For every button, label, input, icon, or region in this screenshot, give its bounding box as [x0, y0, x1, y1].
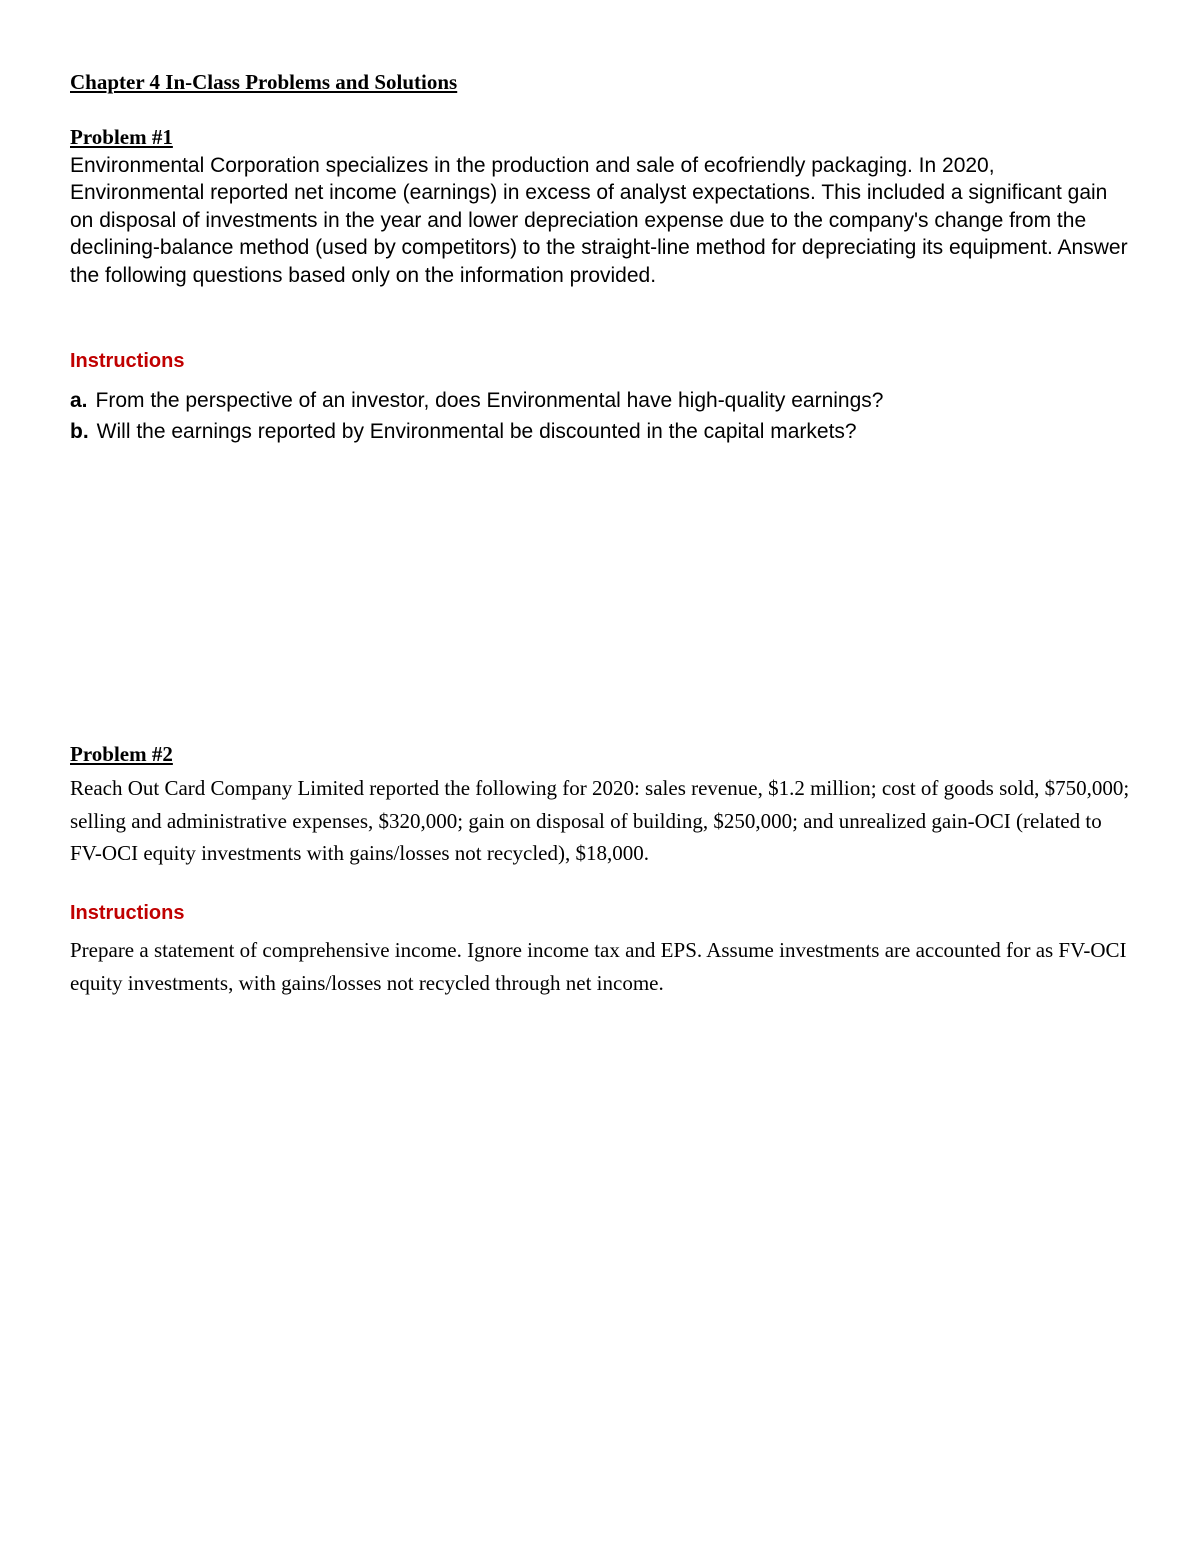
- question-text: Will the earnings reported by Environmental be discounted in the capital markets?: [96, 420, 857, 443]
- question-item-b: [70, 416, 883, 447]
- problem-1-heading: Problem #1: [70, 125, 173, 149]
- question-item-a: [70, 385, 883, 416]
- problem-2-heading: Problem #2: [70, 742, 173, 766]
- question-text: From the perspective of an investor, does Environmental have high-quality earnings?: [95, 389, 884, 412]
- question-letter: b.: [70, 420, 89, 443]
- problem-2-instructions-text: Prepare a statement of comprehensive income. Ignore income tax and EPS. Assume investments are accounted for as FV-OCI equity investments, with gains/losses not recycled through net income.: [70, 938, 1127, 995]
- problem-1-question-list: [70, 385, 883, 447]
- problem-2-body: Reach Out Card Company Limited reported the following for 2020: sales revenue, $1.2 million; cost of goods sold, $750,000; selling and administrative expenses, $320,000; gain on disposal of building, $250,000; and unrealized gain-OCI (related to FV-OCI equity investments with gains/losses not recycled), $18,000.: [70, 776, 1130, 865]
- problem-1-instructions-label: Instructions: [70, 350, 185, 372]
- problem-2-instructions-label: Instructions: [70, 902, 185, 924]
- problem-1-body: Environmental Corporation specializes in the production and sale of ecofriendly packaging. In 2020, Environmental reported net income (earnings) in excess of analyst expectations. This included a significant gain on disposal of investments in the year and lower depreciation expense due to the company's change from the declining-balance method (used by competitors) to the straight-line method for depreciating its equipment. Answer the following questions based only on the information provided.: [70, 154, 1128, 287]
- question-letter: a.: [70, 389, 88, 412]
- document-title: Chapter 4 In-Class Problems and Solutions: [70, 70, 458, 94]
